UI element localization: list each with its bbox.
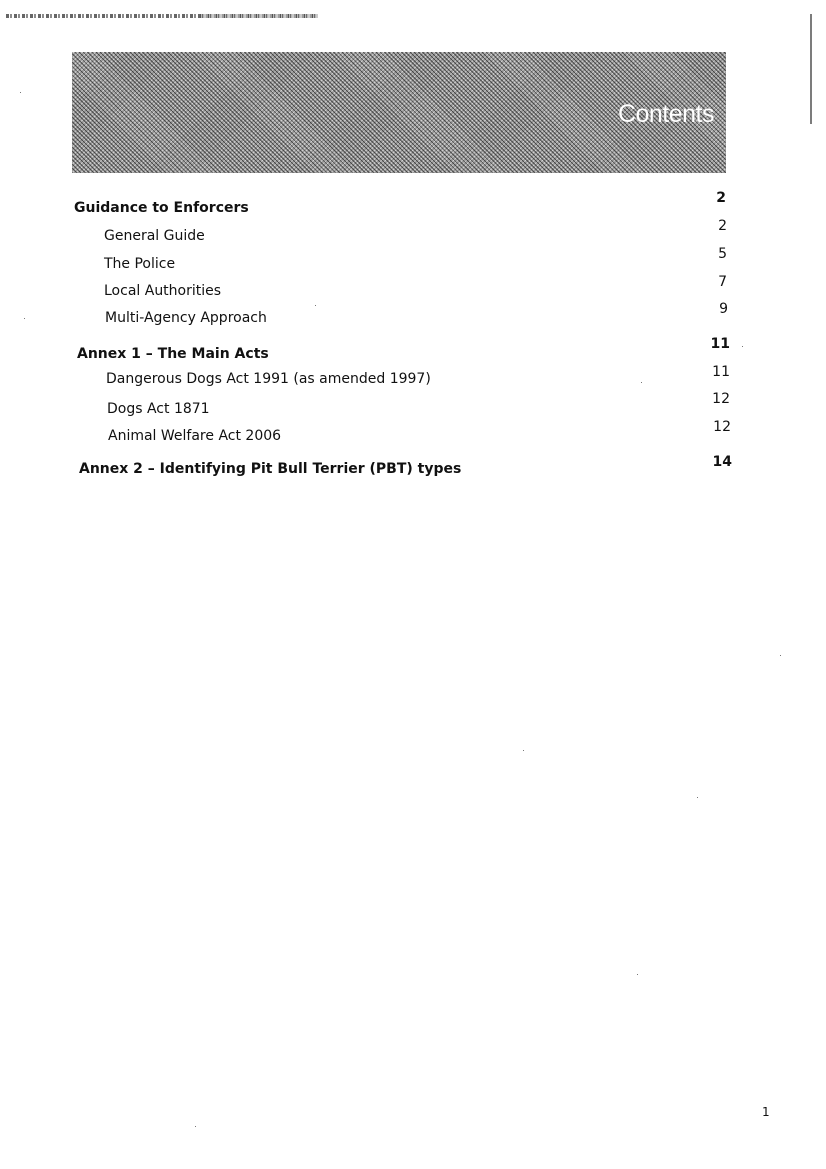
toc-item-page: 5 bbox=[718, 246, 727, 262]
toc-item-title[interactable]: Animal Welfare Act 2006 bbox=[108, 428, 282, 444]
scan-speck bbox=[24, 318, 25, 319]
scan-speck bbox=[780, 655, 781, 656]
toc-item-title[interactable]: The Police bbox=[104, 256, 176, 272]
contents-header-band bbox=[72, 52, 726, 173]
scan-speck bbox=[315, 305, 316, 306]
toc-item-page: 11 bbox=[712, 364, 730, 380]
toc-section-page: 11 bbox=[710, 336, 730, 352]
toc-section-page: 14 bbox=[712, 454, 732, 470]
toc-item-page: 12 bbox=[712, 391, 730, 407]
toc-item-title[interactable]: General Guide bbox=[104, 228, 205, 244]
toc-section-title[interactable]: Annex 1 – The Main Acts bbox=[77, 346, 269, 362]
scan-artifact-right-edge bbox=[810, 14, 812, 124]
toc-item-title[interactable]: Dangerous Dogs Act 1991 (as amended 1997) bbox=[106, 371, 431, 387]
scan-speck bbox=[20, 92, 21, 93]
toc-item-page: 7 bbox=[718, 274, 727, 290]
scan-speck bbox=[697, 797, 698, 798]
toc-section-title[interactable]: Annex 2 – Identifying Pit Bull Terrier (PBT) types bbox=[79, 461, 462, 477]
scan-speck bbox=[641, 382, 642, 383]
toc-item-page: 12 bbox=[713, 419, 731, 435]
toc-section-title[interactable]: Guidance to Enforcers bbox=[74, 200, 249, 216]
toc-item-title[interactable]: Local Authorities bbox=[104, 283, 222, 299]
page-number: 1 bbox=[762, 1105, 770, 1119]
page-title: Contents bbox=[617, 100, 714, 128]
scan-speck bbox=[742, 346, 743, 347]
scan-speck bbox=[637, 974, 638, 975]
scan-speck bbox=[523, 750, 524, 751]
scan-artifact-top-line-faded bbox=[200, 14, 320, 18]
toc-section-page: 2 bbox=[716, 190, 726, 206]
toc-item-title[interactable]: Dogs Act 1871 bbox=[107, 401, 210, 417]
toc-item-page: 2 bbox=[718, 218, 727, 234]
toc-item-page: 9 bbox=[719, 301, 728, 317]
scan-speck bbox=[195, 1126, 196, 1127]
toc-item-title[interactable]: Multi-Agency Approach bbox=[105, 310, 267, 326]
